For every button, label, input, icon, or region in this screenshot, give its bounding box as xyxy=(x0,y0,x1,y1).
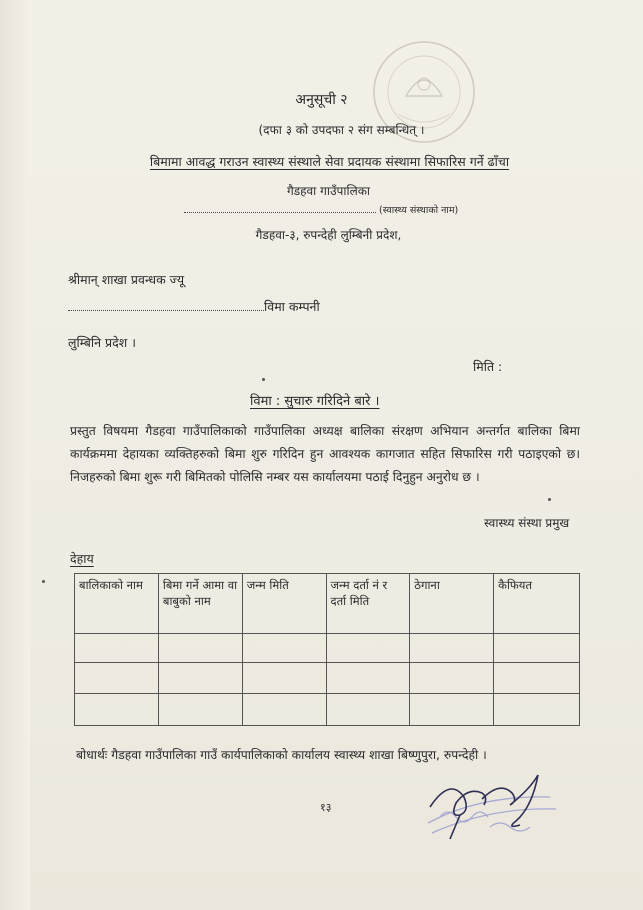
table-row xyxy=(75,694,580,726)
beneficiary-table xyxy=(74,573,580,726)
header-cell: बिमा गर्ने आमा वा बाबुको नाम xyxy=(158,574,242,634)
page-number: १३ xyxy=(320,801,332,814)
paper-speck xyxy=(262,378,265,381)
recipient-province: लुम्बिनि प्रदेश । xyxy=(68,335,137,350)
letter-subject: विमा : सुचारु गरिदिने बारे । xyxy=(250,394,380,409)
municipality-name: गैडहवा गाउँपालिका xyxy=(286,184,371,198)
signature-stamp-icon xyxy=(420,767,570,842)
signatory-title: स्वास्थ्य संस्था प्रमुख xyxy=(484,516,570,530)
institution-name-hint: (स्वास्थ्य संस्थाको नाम) xyxy=(379,205,459,216)
annex-label: देहाय xyxy=(70,551,94,566)
insurance-company-label: विमा कम्पनी xyxy=(264,299,320,314)
date-label: मिति : xyxy=(473,359,503,374)
header-cell: जन्म दर्ता नं र दर्ता मिति xyxy=(326,574,410,634)
header-cell: कैफियत xyxy=(494,574,580,634)
table-row xyxy=(75,663,580,694)
header-cell: ठेगाना xyxy=(410,574,494,634)
recipient-salutation: श्रीमान् शाखा प्रवन्धक ज्यू xyxy=(68,272,185,287)
insurance-company-line xyxy=(68,296,320,315)
schedule-subtitle: (दफा ३ को उपदफा २ संग सम्बन्धित् । xyxy=(258,123,425,137)
office-address: गैडहवा-३, रुपन्देही लुम्बिनी प्रदेश, xyxy=(255,228,402,242)
header-cell: जन्म मिति xyxy=(242,574,326,634)
paper-speck xyxy=(548,498,551,501)
copy-to-note: बोधार्थः गैडहवा गाउँपालिका गाउँ कार्यपालिकाको कार्यालय स्वास्थ्य शाखा बिष्णुपुरा, रुपन्देही । xyxy=(76,748,487,762)
institution-name-line xyxy=(184,202,458,216)
table-row xyxy=(75,634,580,663)
table-header-row xyxy=(75,574,580,634)
form-title: बिमामा आवद्ध गराउन स्वास्थ्य संस्थाले सेवा प्रदायक संस्थामा सिफारिस गर्ने ढाँचा xyxy=(149,154,510,169)
schedule-title: अनुसूची २ xyxy=(295,92,348,108)
header-cell: बालिकाको नाम xyxy=(75,574,159,634)
paper-speck xyxy=(42,580,45,583)
letter-body: प्रस्तुत विषयमा गैडहवा गाउँपालिकाको गाउँपालिका अध्यक्ष बालिका संरक्षण अभियान अन्तर्गत बालिका बिमा कार्यक्रममा देहायका व्यक्तिहरुको बिमा शुरु गरिदिन हुन आवश्यक कागजात सहित सिफारिस गरी पठाइएको छ। निजहरुको बिमा शुरू गरी बिमितको पोलिसि नम्बर यस कार्यालयमा पठाई दिनुहुन अनुरोध छ । xyxy=(70,424,580,484)
